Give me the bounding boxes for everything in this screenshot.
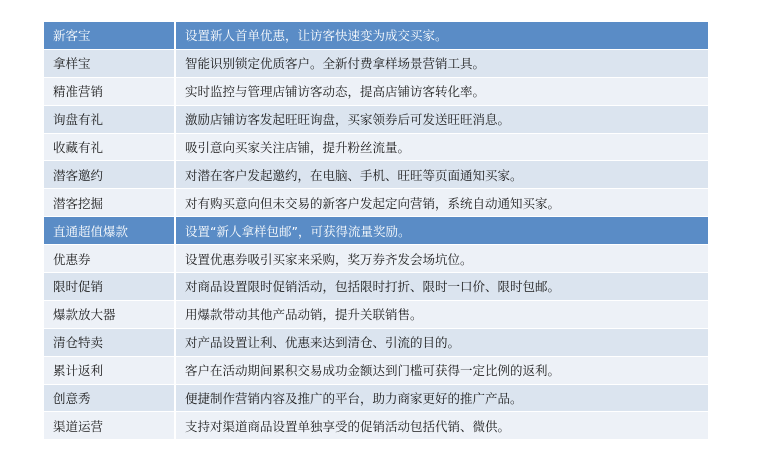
tool-name-cell: 精准营销	[44, 77, 175, 105]
tool-description-cell: 设置新人首单优惠，让访客快速变为成交买家。	[175, 22, 708, 49]
tool-name-cell: 询盘有礼	[44, 105, 175, 133]
tool-description-cell: 支持对渠道商品设置单独享受的促销活动包括代销、微供。	[175, 412, 708, 440]
tool-description-cell: 实时监控与管理店铺访客动态，提高店铺访客转化率。	[175, 77, 708, 105]
table-row	[44, 189, 708, 217]
tool-description-cell: 吸引意向买家关注店铺，提升粉丝流量。	[175, 133, 708, 161]
tool-description-cell: 便捷制作营销内容及推广的平台，助力商家更好的推广产品。	[175, 384, 708, 412]
tool-description-cell: 智能识别锁定优质客户。全新付费拿样场景营销工具。	[175, 49, 708, 77]
tool-name-cell: 累计返利	[44, 356, 175, 384]
table-row-highlighted	[44, 217, 708, 245]
tool-name-cell: 优惠券	[44, 245, 175, 273]
table-row	[44, 133, 708, 161]
table-row-highlighted	[44, 22, 708, 49]
tool-description-cell: 对有购买意向但未交易的新客户发起定向营销，系统自动通知买家。	[175, 189, 708, 217]
tool-name-cell: 潜客挖掘	[44, 189, 175, 217]
marketing-tools-table	[44, 22, 708, 440]
table-body	[44, 22, 708, 440]
table-row	[44, 328, 708, 356]
tool-name-cell: 拿样宝	[44, 49, 175, 77]
table-row	[44, 77, 708, 105]
tool-name-cell: 潜客邀约	[44, 161, 175, 189]
tool-description-cell: 对潜在客户发起邀约，在电脑、手机、旺旺等页面通知买家。	[175, 161, 708, 189]
tool-name-cell: 创意秀	[44, 384, 175, 412]
tool-name-cell: 清仓特卖	[44, 328, 175, 356]
tool-description-cell: 设置优惠券吸引买家来采购，奖万券齐发会场坑位。	[175, 245, 708, 273]
table-row	[44, 356, 708, 384]
tool-name-cell: 收藏有礼	[44, 133, 175, 161]
table-row	[44, 245, 708, 273]
tool-name-cell: 新客宝	[44, 22, 175, 49]
tool-description-cell: 设置“新人拿样包邮”，可获得流量奖励。	[175, 217, 708, 245]
table-row	[44, 49, 708, 77]
table-row	[44, 273, 708, 301]
table-row	[44, 384, 708, 412]
table-row	[44, 412, 708, 440]
tool-name-cell: 直通超值爆款	[44, 217, 175, 245]
table-row	[44, 300, 708, 328]
table-row	[44, 105, 708, 133]
tool-description-cell: 用爆款带动其他产品动销，提升关联销售。	[175, 300, 708, 328]
tool-name-cell: 爆款放大器	[44, 300, 175, 328]
tool-name-cell: 限时促销	[44, 273, 175, 301]
table-row	[44, 161, 708, 189]
tool-description-cell: 对产品设置让利、优惠来达到清仓、引流的目的。	[175, 328, 708, 356]
tool-description-cell: 客户在活动期间累积交易成功金额达到门槛可获得一定比例的返利。	[175, 356, 708, 384]
tool-description-cell: 对商品设置限时促销活动，包括限时打折、限时一口价、限时包邮。	[175, 273, 708, 301]
tool-name-cell: 渠道运营	[44, 412, 175, 440]
tool-description-cell: 激励店铺访客发起旺旺询盘，买家领券后可发送旺旺消息。	[175, 105, 708, 133]
marketing-tools-table-container	[44, 22, 708, 440]
